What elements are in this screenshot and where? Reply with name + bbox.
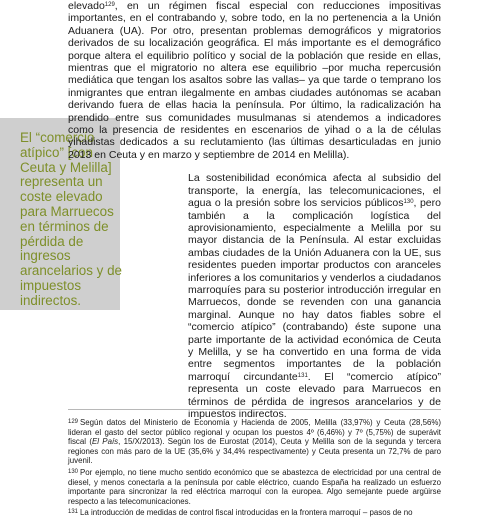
paragraph-2-middle: , pero también a la complicación logística del aprovisionamiento, especialmente a Melilla por su mayor distancia de la Península. Al estar excluidas ambas ciudades de la Unión Aduanera con la UE, sus residentes pueden importar productos con aranceles inferiores a los comunitarios y venderlos a ciudadanos marroquíes para su posterior introducción irregular en Marruecos, donde se revenden con una ganancia marginal. Aunque no hay datos fiables sobre el “comercio atípico” (contrabando) éste supone una parte importante de la actividad económica de Ceuta y Melilla, y se ha convertido en una forma de vida entre segmentos importantes de la población marroquí circundante xyxy=(188,197,441,383)
pullquote: El “comercio atípico” [con Ceuta y Melilla] representa un coste elevado para Marruecos en términos de pérdida de ingresos arancelarios y de impuestos indirectos. xyxy=(20,130,122,308)
footnote-text: La introducción de medidas de control fiscal introducidas en la frontera marroquí – pasos de no xyxy=(80,508,413,518)
footnote-number: 130 xyxy=(68,468,79,475)
footnote-number: 131 xyxy=(68,509,79,516)
footnote-text: Por ejemplo, no tiene mucho sentido económico que se abastezca de electricidad por una central de diesel, y menos conectarla a la península por cable eléctrico, cuando España ha realizado un esfuerzo importante para sincronizar la red eléctrica marroquí con la europea. Algo semejante puede argüirse respecto a las telecomunicaciones. xyxy=(68,467,441,506)
footnote-text: Según datos del Ministerio de Economía y Hacienda de 2005, Melilla (33,97%) y Ceuta (28,56%) lideran el gasto del sector público regional y ocupan los puestos 4º (6,46%) y 7º (5,75%) de superávit fiscal ( xyxy=(68,418,441,447)
footnote-number: 129 xyxy=(68,419,79,425)
footnote-ref-131[interactable]: 131 xyxy=(297,372,308,379)
paragraph-2-start: La sostenibilidad económica afecta al subsidio del transporte, la energía, las telecomunicaciones, el agua o la presión sobre los servicios públicos xyxy=(188,172,441,210)
footnote-129 xyxy=(68,418,441,466)
footnote-source: El País xyxy=(91,437,119,447)
footnote-text: , 15/X/2013). Según los de Eurostat (2014), Ceuta y Melilla son de la segunda y tercera regiones con más paro de la UE (35,6% y 34,4% respectivamente) y Ceuta presenta un 72,7% de paro juvenil. xyxy=(68,437,441,466)
footnote-131 xyxy=(68,508,441,518)
footnote-ref-130[interactable]: 130 xyxy=(403,199,414,206)
footnote-ref-129[interactable]: 129 xyxy=(104,2,115,8)
footnotes xyxy=(68,418,441,520)
footnote-divider xyxy=(68,409,441,410)
paragraph-1-text: , en un régimen fiscal especial con reducciones impositivas importantes, en el contrabando y, sobre todo, en la no pertenencia a la Unión Aduanera (UA). Por otro, presentan problemas demográficos y migratorios derivados de su localización geográfica. El más importante es el demográfico porque altera el equilibrio político y social de la población que reside en ellas, mientras que el migratorio no altera ese equilibrio –por mucha repercusión mediática que tengan los asaltos sobre las vallas– ya que tarde o temprano los inmigrantes que entran ilegalmente en ambas ciudades autónomas se acaban derivando fuera de ellas hacia la península. Por último, la radicalización ha prendido entre sus comunidades musulmanas si atendemos a indicadores como la presencia de residentes en escenarios de yihad o a la de células yihadistas dedicados a su reclutamiento (las últimas desarticuladas en junio 2013 en Ceuta y en marzo y septiembre de 2014 en Melilla). xyxy=(68,0,441,161)
paragraph-2-end: . El “comercio atípico” representa un coste elevado para Marruecos en términos de pérdida de ingresos arancelarios y de impuestos indirectos. xyxy=(188,370,442,420)
paragraph-2 xyxy=(68,172,441,420)
body-text xyxy=(68,0,441,420)
paragraph-1-start: elevado xyxy=(68,0,105,12)
footnote-130 xyxy=(68,468,441,506)
paragraph-1 xyxy=(68,0,441,161)
